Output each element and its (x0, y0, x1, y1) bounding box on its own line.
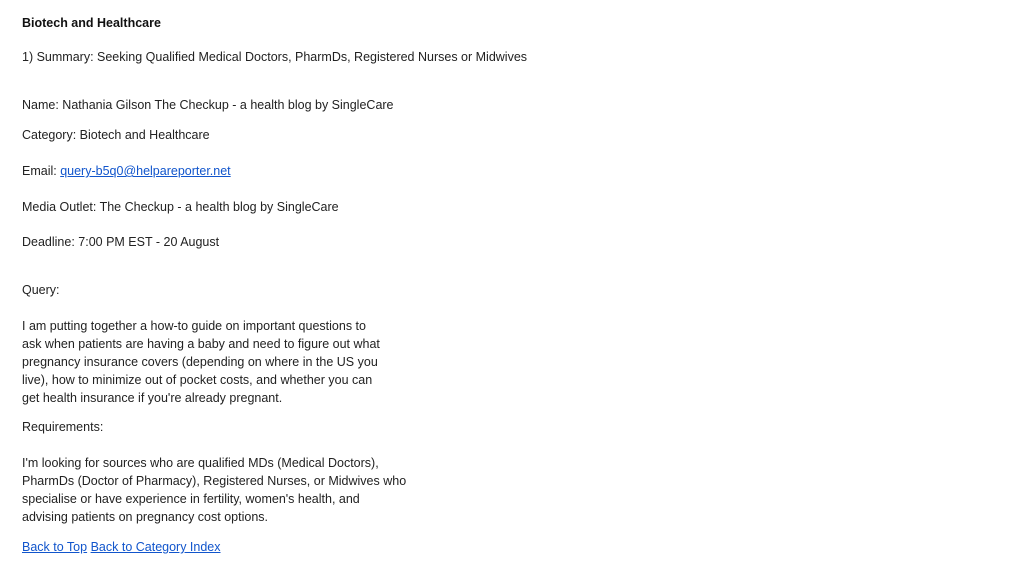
deadline-line: Deadline: 7:00 PM EST - 20 August (22, 235, 220, 249)
query-text-line: ask when patients are having a baby and need to figure out what (22, 337, 380, 351)
email-line (22, 162, 231, 180)
query-text-line: get health insurance if you're already pregnant. (22, 391, 283, 405)
category-line: Category: Biotech and Healthcare (22, 128, 210, 142)
requirements-paragraph (22, 454, 406, 526)
query-text-line: pregnancy insurance covers (depending on where in the US you (22, 355, 378, 369)
requirements-label: Requirements: (22, 420, 104, 434)
section-title: Biotech and Healthcare (22, 16, 161, 30)
requirements-text-line: PharmDs (Doctor of Pharmacy), Registered Nurses, or Midwives who (22, 474, 407, 488)
query-text-line: I am putting together a how-to guide on important questions to (22, 319, 366, 333)
back-to-category-index-link[interactable]: Back to Category Index (90, 540, 221, 554)
query-label: Query: (22, 283, 60, 297)
requirements-text-line: advising patients on pregnancy cost options. (22, 510, 268, 524)
query-paragraph (22, 317, 380, 407)
footer-links (22, 538, 221, 556)
name-line: Name: Nathania Gilson The Checkup - a health blog by SingleCare (22, 98, 394, 112)
requirements-text-line: specialise or have experience in fertility, women's health, and (22, 492, 360, 506)
email-link[interactable]: query-b5q0@helpareporter.net (60, 164, 231, 178)
summary-line: 1) Summary: Seeking Qualified Medical Doctors, PharmDs, Registered Nurses or Midwives (22, 50, 528, 64)
requirements-text-line: I'm looking for sources who are qualified MDs (Medical Doctors), (22, 456, 379, 470)
back-to-top-link[interactable]: Back to Top (22, 540, 88, 554)
email-label: Email: (22, 164, 61, 178)
media-outlet-line: Media Outlet: The Checkup - a health blog by SingleCare (22, 200, 339, 214)
query-text-line: live), how to minimize out of pocket costs, and whether you can (22, 373, 373, 387)
